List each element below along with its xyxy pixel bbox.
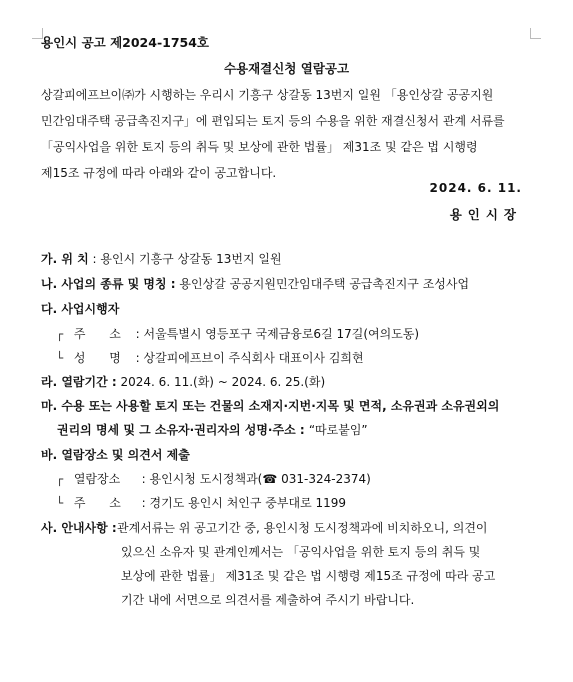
document-title: 수용재결신청 열람공고 xyxy=(223,61,350,76)
operator-address-row xyxy=(56,325,419,342)
section-location-label: 가. 위 치 xyxy=(41,252,89,266)
intro-paragraph xyxy=(41,82,526,186)
intro-line: 상갈피에프브이㈜가 시행하는 우리시 기흥구 상갈동 13번지 일원 「용인상갈 공공지원 xyxy=(41,88,494,102)
bracket-top-icon: ┌ xyxy=(56,327,64,341)
intro-line: 민간임대주택 공급촉진지구」에 편입되는 토지 등의 수용을 위한 재결신청서 관계 서류를 xyxy=(41,114,505,128)
section-guidance-line: 있으신 소유자 및 관계인께서는 「공익사업을 위한 토지 등의 취득 및 xyxy=(121,545,481,559)
section-land-details-line2-wrap xyxy=(41,418,528,442)
operator-address-colon: : xyxy=(135,327,144,341)
section-viewing-place-label: 바. 열람장소 및 의견서 제출 xyxy=(41,448,190,462)
intro-line: 제15조 규정에 따라 아래와 같이 공고합니다. xyxy=(41,166,277,180)
bracket-bottom-icon: └ xyxy=(56,351,64,365)
section-land-details-line1: 마. 수용 또는 사용할 토지 또는 건물의 소재지·지번·지목 및 면적, 소유권과 소유권외의 xyxy=(41,399,500,413)
section-location xyxy=(41,250,282,267)
bracket-bottom-icon: └ xyxy=(56,496,64,510)
issuer-name: 용인시장 xyxy=(449,207,522,222)
section-guidance-label: 사. 안내사항 : xyxy=(41,521,117,535)
viewing-place-key: 열람장소 xyxy=(73,472,121,486)
section-viewing-place xyxy=(41,446,190,463)
notice-number: 용인시 공고 제2024-1754호 xyxy=(41,35,209,50)
viewing-address-value: 경기도 용인시 처인구 중부대로 1199 xyxy=(149,496,347,510)
intro-line: 「공익사업을 위한 토지 등의 취득 및 보상에 관한 법률」 제31조 및 같은 법 시행령 xyxy=(41,140,478,154)
viewing-address-colon: : xyxy=(141,496,150,510)
section-operator-label: 다. 사업시행자 xyxy=(41,302,120,316)
operator-address-key: 주 소 xyxy=(73,327,131,341)
section-guidance-first-line xyxy=(41,516,528,540)
operator-name-value: 상갈피에프브이 주식회사 대표이사 김희현 xyxy=(143,351,364,365)
section-guidance xyxy=(41,516,528,612)
section-project-name-label: 나. 사업의 종류 및 명칭 : xyxy=(41,277,176,291)
operator-name-row xyxy=(56,349,364,366)
section-land-details xyxy=(41,394,528,442)
section-guidance-line: 기간 내에 서면으로 의견서를 제출하여 주시기 바랍니다. xyxy=(121,593,415,607)
bracket-top-icon: ┌ xyxy=(56,472,64,486)
section-operator xyxy=(41,300,119,317)
section-project-name xyxy=(41,275,469,292)
operator-name-key: 성 명 xyxy=(73,351,131,365)
section-guidance-line: 보상에 관한 법률」 제31조 및 같은 법 시행령 제15조 규정에 따라 공고 xyxy=(121,569,496,583)
section-period-value: 2024. 6. 11.(화) ~ 2024. 6. 25.(화) xyxy=(120,375,326,389)
viewing-place-colon: : xyxy=(141,472,150,486)
viewing-place-row xyxy=(56,470,371,487)
viewing-place-value: 용인시청 도시정책과(☎ 031-324-2374) xyxy=(149,472,371,486)
section-period xyxy=(41,373,325,390)
section-project-name-value: 용인상갈 공공지원민간임대주택 공급촉진지구 조성사업 xyxy=(179,277,470,291)
page-corner-mark-right xyxy=(530,28,541,39)
section-land-details-line2: 권리의 명세 및 그 소유자·권리자의 성명·주소 : xyxy=(57,423,305,437)
viewing-address-row xyxy=(56,494,346,511)
viewing-address-key: 주 소 xyxy=(73,496,131,510)
section-guidance-line: 관계서류는 위 공고기간 중, 용인시청 도시정책과에 비치하오니, 의견이 xyxy=(117,521,488,535)
section-location-colon: : xyxy=(92,252,101,266)
operator-name-colon: : xyxy=(135,351,144,365)
operator-address-value: 서울특별시 영등포구 국제금융로6길 17길(여의도동) xyxy=(143,327,420,341)
notice-date: 2024. 6. 11. xyxy=(429,181,522,195)
section-land-details-value: “따로붙임” xyxy=(308,423,368,437)
section-period-label: 라. 열람기간 : xyxy=(41,375,117,389)
section-location-value: 용인시 기흥구 상갈동 13번지 일원 xyxy=(100,252,282,266)
